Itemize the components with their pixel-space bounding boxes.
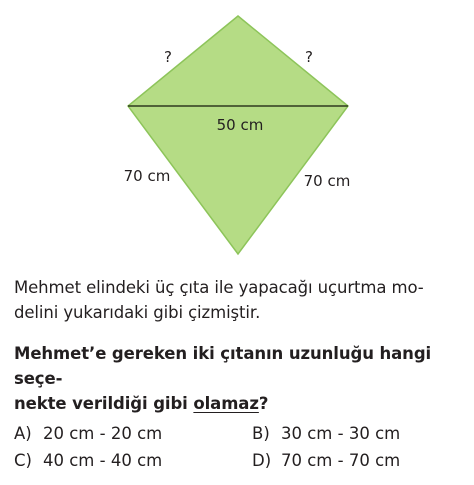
option-a-letter: A) [14,424,32,443]
option-b-letter: B) [252,424,270,443]
label-bottom-right-side: 70 cm [303,172,351,190]
option-c-text: 40 cm - 40 cm [43,451,163,470]
question-line-2-text: nekte verildiği gibi [14,394,194,413]
option-c-letter: C) [14,451,32,470]
question-line-1: Mehmet’e gereken iki çıtanın uzunluğu hangi seçe- [14,344,432,388]
label-crossbar-length: 50 cm [216,116,264,134]
option-a[interactable] [14,424,162,444]
problem-statement-line-2: delini yukarıdaki gibi çizmiştir. [14,303,261,322]
kite-shape [128,16,348,254]
question-mark: ? [258,394,269,413]
option-b[interactable] [252,424,400,444]
label-top-left-side: ? [164,48,172,66]
problem-statement [14,275,464,325]
question-text [14,341,464,416]
option-d-letter: D) [252,451,272,470]
option-a-text: 20 cm - 20 cm [43,424,163,443]
label-bottom-left-side: 70 cm [123,167,171,185]
option-d-text: 70 cm - 70 cm [281,451,401,470]
question-emphasis: olamaz [193,394,259,413]
question-line-2 [14,391,464,416]
option-c[interactable] [14,451,162,471]
option-d[interactable] [252,451,400,471]
option-b-text: 30 cm - 30 cm [281,424,401,443]
label-top-right-side: ? [305,48,313,66]
problem-statement-line-1: Mehmet elindeki üç çıta ile yapacağı uçurtma mo- [14,278,424,297]
